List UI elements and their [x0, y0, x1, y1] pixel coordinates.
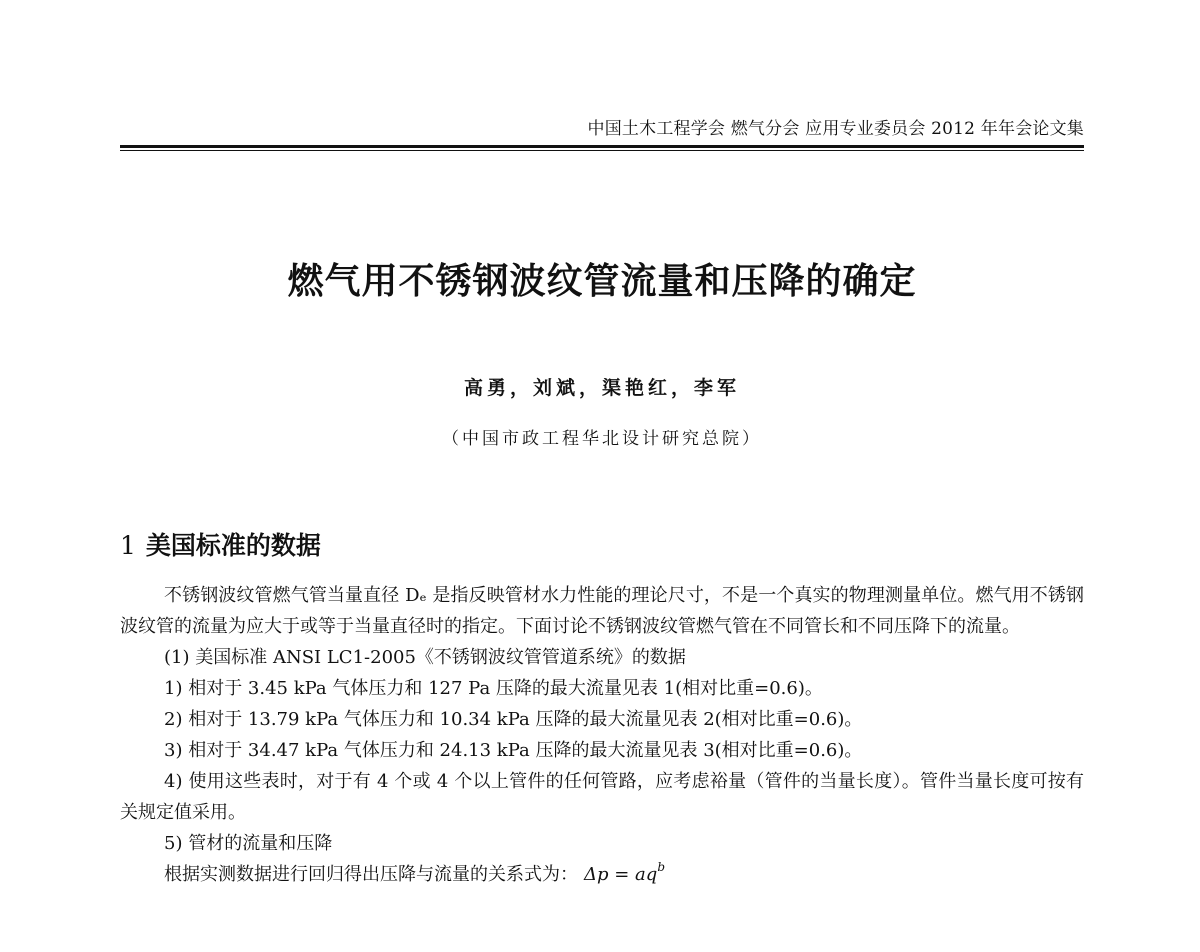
header-rule [120, 145, 1084, 148]
list-item-5: 5) 管材的流量和压降 [164, 833, 333, 854]
list-item-2: 2) 相对于 13.79 kPa 气体压力和 10.34 kPa 压降的最大流量见表 2(相对比重=0.6)。 [164, 709, 863, 730]
header-rule-thin [120, 150, 1084, 151]
formula-intro-text: 根据实测数据进行回归得出压降与流量的关系式为： [164, 864, 578, 885]
list-item-3: 3) 相对于 34.47 kPa 气体压力和 24.13 kPa 压降的最大流量见表 3(相对比重=0.6)。 [164, 740, 863, 761]
formula-exponent: b [657, 860, 665, 874]
section-number: 1 [120, 531, 136, 560]
authors: 高勇，刘斌，渠艳红，李军 [463, 377, 740, 399]
formula-base: Δp = aq [584, 864, 658, 885]
paragraph-intro: 不锈钢波纹管燃气管当量直径 Dₑ 是指反映管材水力性能的理论尺寸，不是一个真实的物理测量单位。燃气用不锈钢波纹管的流量为应大于或等于当量直径时的指定。下面讨论不锈钢波纹管燃气管在不同管长和不同压降下的流量。 [120, 585, 1084, 637]
running-header: 中国土木工程学会 燃气分会 应用专业委员会 2012 年年会论文集 [587, 119, 1084, 139]
section-heading [120, 529, 321, 563]
section-title: 美国标准的数据 [145, 531, 321, 560]
affiliation: （中国市政工程华北设计研究总院） [442, 429, 762, 449]
formula [584, 860, 665, 885]
formula-line [120, 859, 1084, 890]
paper-title: 燃气用不锈钢波纹管流量和压降的确定 [287, 261, 917, 302]
list-item-standard: (1) 美国标准 ANSI LC1-2005《不锈钢波纹管管道系统》的数据 [164, 647, 686, 668]
body-text [120, 580, 1084, 890]
list-item-4: 4) 使用这些表时，对于有 4 个或 4 个以上管件的任何管路，应考虑裕量（管件的当量长度）。管件当量长度可按有关规定值采用。 [120, 771, 1084, 823]
list-item-1: 1) 相对于 3.45 kPa 气体压力和 127 Pa 压降的最大流量见表 1(相对比重=0.6)。 [164, 678, 823, 699]
